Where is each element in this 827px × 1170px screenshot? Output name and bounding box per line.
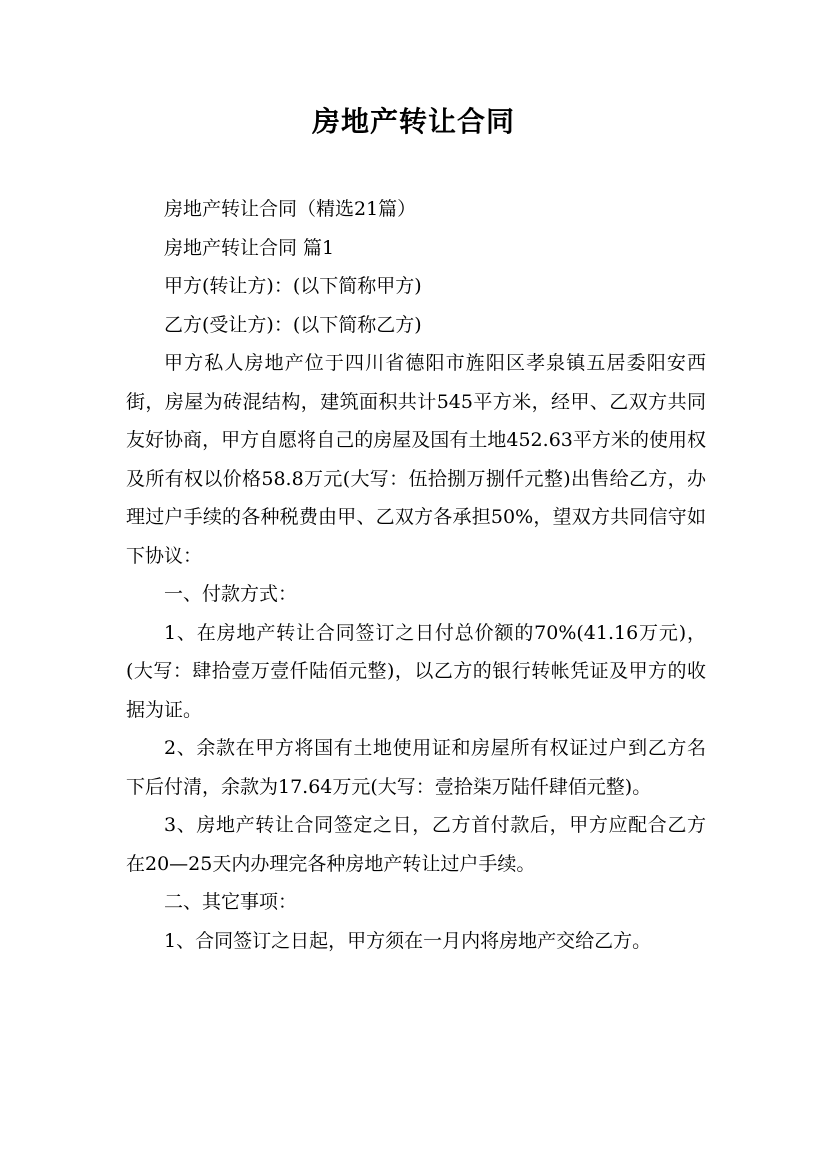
paragraph-section-heading: 房地产转让合同 篇1 bbox=[164, 236, 335, 259]
paragraph-payment-2: 2、余款在甲方将国有土地使用证和房屋所有权证过户到乙方名下后付清，余款为17.64万元(大写：壹拾柒万陆仟肆佰元整)。 bbox=[126, 737, 706, 798]
paragraph-party-a: 甲方(转让方)：(以下简称甲方) bbox=[164, 275, 422, 297]
paragraph-payment-1: 1、在房地产转让合同签订之日付总价额的70%(41.16万元)，(大写：肆拾壹万壹仟陆佰元整)，以乙方的银行转帐凭证及甲方的收据为证。 bbox=[126, 621, 706, 721]
paragraph-party-b: 乙方(受让方)：(以下简称乙方) bbox=[164, 313, 422, 336]
paragraph-payment-3: 3、房地产转让合同签定之日，乙方首付款后，甲方应配合乙方在20—25天内办理完各种房地产转让过户手续。 bbox=[126, 814, 706, 875]
paragraph-other-1: 1、合同签订之日起，甲方须在一月内将房地产交给乙方。 bbox=[164, 929, 652, 952]
paragraph-subtitle: 房地产转让合同（精选21篇） bbox=[164, 198, 417, 220]
paragraph-payment-heading: 一、付款方式： bbox=[164, 583, 298, 605]
document-title: 房地产转让合同 bbox=[311, 105, 515, 138]
document-body bbox=[126, 190, 706, 960]
paragraph-other-heading: 二、其它事项： bbox=[164, 891, 298, 913]
paragraph-property-description: 甲方私人房地产位于四川省德阳市旌阳区孝泉镇五居委阳安西街，房屋为砖混结构，建筑面积共计545平方米，经甲、乙双方共同友好协商，甲方自愿将自己的房屋及国有土地452.63平方米的使用权及所有权以价格58.8万元(大写：伍拾捌万捌仟元整)出售给乙方，办理过户手续的各种税费由甲、乙双方各承担50%，望双方共同信守如下协议： bbox=[126, 352, 706, 567]
